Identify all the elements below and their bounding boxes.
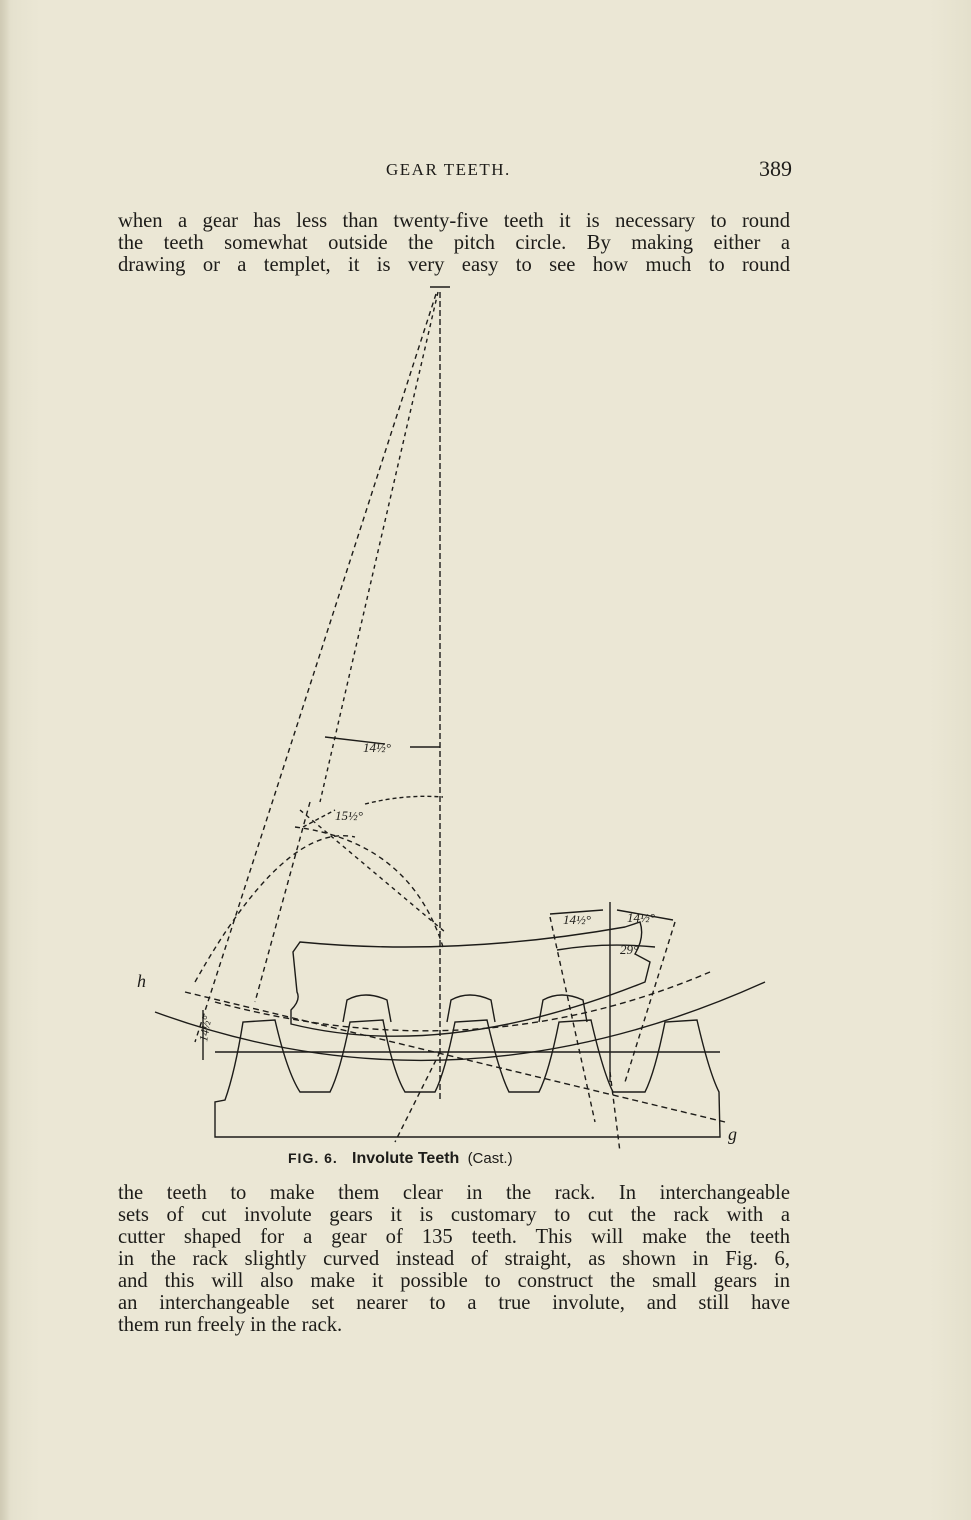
text-line: them run freely in the rack. [118,1314,343,1336]
gear-tooth [343,995,391,1022]
label-angle-left: 14½° [196,1014,215,1043]
paragraph-bottom [118,1182,790,1336]
caption-sub: (Cast.) [467,1150,513,1167]
running-head [118,158,790,188]
gear-diagram [125,282,785,1162]
gutter-shadow [0,0,10,1520]
figure-caption [288,1148,513,1168]
text-line: sets of cut involute gears it is customary to cut the rack with a [118,1204,790,1226]
text-line: the teeth to make them clear in the rack. In interchangeable [118,1182,790,1204]
text-line: drawing or a templet, it is very easy to see how much to round [118,254,790,276]
caption-fig-number: FIG. 6. [288,1150,338,1166]
label-point-g: g [728,1124,737,1144]
label-angle-right-b: 14½° [627,910,655,925]
label-angle-mid: 15½° [335,808,363,823]
angle-mid-arrow [303,796,443,827]
rack-outline [215,1020,720,1137]
gear-blank-outline [291,922,650,1036]
running-title: GEAR TEETH. [386,160,511,179]
label-angle-right-c: 29° [620,942,639,957]
caption-title: Involute Teeth [352,1150,460,1167]
radial-line-a [320,292,438,802]
pitch-arc-mid [295,827,443,947]
page-number: 389 [759,156,792,181]
lower-dash-left [395,1052,440,1142]
pitch-arc-left [195,836,355,982]
text-line: an interchangeable set nearer to a true involute, and still have [118,1292,790,1314]
right-angle-arc [557,945,655,950]
text-line: cutter shaped for a gear of 135 teeth. This will make the teeth [118,1226,790,1248]
text-line: the teeth somewhat outside the pitch circle. By making either a [118,232,790,254]
label-point-h: h [137,971,146,991]
radial-line-b [195,294,436,1042]
text-line: and this will also make it possible to construct the small gears in [118,1270,790,1292]
text-line: in the rack slightly curved instead of straight, as shown in Fig. 6, [118,1248,790,1270]
label-angle-right-a: 14½° [563,912,591,927]
figure-involute-teeth [125,282,785,1162]
lower-dash-right [610,1072,620,1152]
radial-line-c [255,802,310,1002]
diagonal-dash [300,810,445,932]
label-angle-top: 14½° [363,740,391,755]
line-of-action [185,992,725,1122]
paragraph-top [118,210,790,276]
text-line: when a gear has less than twenty-five teeth it is necessary to round [118,210,790,232]
gear-tooth [447,995,495,1022]
